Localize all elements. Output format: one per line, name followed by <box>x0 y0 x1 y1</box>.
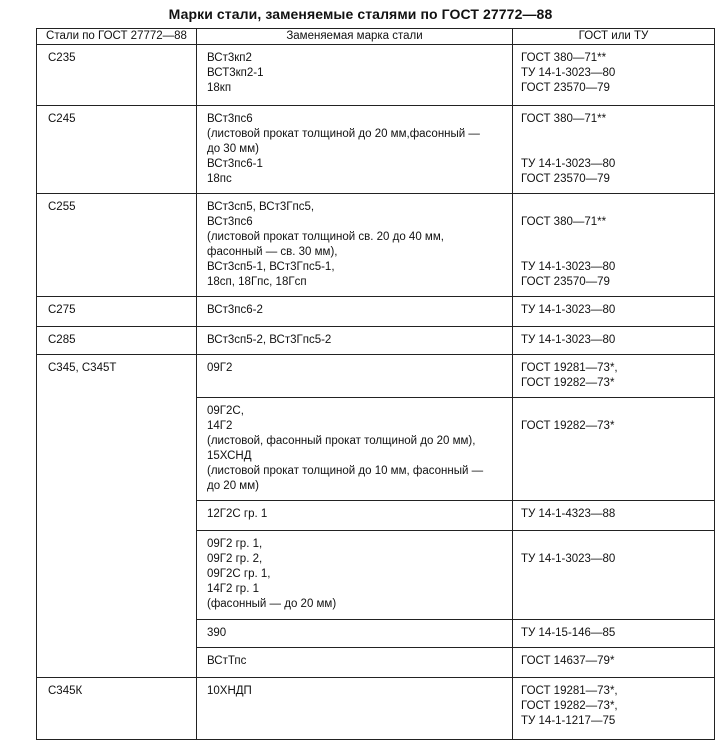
steel-grades-table <box>36 28 715 740</box>
replaced-grade-cell: 390 <box>197 620 513 648</box>
replaced-grade-cell: ВСт3пс6 (листовой прокат толщиной до 20 мм,фасонный — до 30 мм) ВСт3пс6-1 18пс <box>197 106 513 194</box>
table-row <box>37 678 715 740</box>
standard-cell: ТУ 14-1-4323—88 <box>513 501 715 531</box>
steel-grade-cell: С285 <box>37 327 197 355</box>
table-header-row <box>37 29 715 45</box>
replaced-grade-cell: 12Г2С гр. 1 <box>197 501 513 531</box>
table-row <box>37 297 715 327</box>
table-row <box>37 327 715 355</box>
standard-cell: ГОСТ 14637—79* <box>513 648 715 678</box>
standard-cell: ГОСТ 19281—73*, ГОСТ 19282—73*, ТУ 14-1-1217—75 <box>513 678 715 740</box>
standard-cell: ГОСТ 380—71** ТУ 14-1-3023—80 ГОСТ 23570—79 <box>513 106 715 194</box>
replaced-grade-cell: ВСт3сп5, ВСт3Гпс5, ВСт3пс6 (листовой прокат толщиной св. 20 до 40 мм, фасонный — св. 30 мм), ВСт3сп5-1, ВСт3Гпс5-1, 18сп, 18Гпс, 18Гсп <box>197 194 513 297</box>
replaced-grade-cell: ВСт3сп5-2, ВСт3Гпс5-2 <box>197 327 513 355</box>
steel-grade-cell: С275 <box>37 297 197 327</box>
replaced-grade-cell: 09Г2С, 14Г2 (листовой, фасонный прокат толщиной до 20 мм), 15ХСНД (листовой прокат толщиной до 10 мм, фасонный — до 20 мм) <box>197 398 513 501</box>
replaced-grade-cell: ВСт3пс6-2 <box>197 297 513 327</box>
replaced-grade-cell: 09Г2 <box>197 355 513 398</box>
table-row <box>37 45 715 106</box>
header-gost-27772-steels: Стали по ГОСТ 27772—88 <box>37 29 197 45</box>
steel-grade-cell: С345К <box>37 678 197 740</box>
replaced-grade-cell: ВСт3кп2 ВСТ3кп2-1 18кп <box>197 45 513 106</box>
standard-cell: ГОСТ 380—71** ТУ 14-1-3023—80 ГОСТ 23570—79 <box>513 194 715 297</box>
replaced-grade-cell: 10ХНДП <box>197 678 513 740</box>
steel-grade-cell: С345, С345Т <box>37 355 197 678</box>
standard-cell: ТУ 14-1-3023—80 <box>513 327 715 355</box>
replaced-grade-cell: 09Г2 гр. 1, 09Г2 гр. 2, 09Г2С гр. 1, 14Г2 гр. 1 (фасонный — до 20 мм) <box>197 531 513 620</box>
header-replaced-grade: Заменяемая марка стали <box>197 29 513 45</box>
replaced-grade-cell: ВСтТпс <box>197 648 513 678</box>
table-row <box>37 106 715 194</box>
page-title: Марки стали, заменяемые сталями по ГОСТ 27772—88 <box>168 6 553 22</box>
standard-cell: ГОСТ 380—71** ТУ 14-1-3023—80 ГОСТ 23570—79 <box>513 45 715 106</box>
steel-grade-cell: С255 <box>37 194 197 297</box>
standard-cell: ГОСТ 19282—73* <box>513 398 715 501</box>
standard-cell: ТУ 14-15-146—85 <box>513 620 715 648</box>
steel-grade-cell: С245 <box>37 106 197 194</box>
standard-cell: ТУ 14-1-3023—80 <box>513 531 715 620</box>
standard-cell: ТУ 14-1-3023—80 <box>513 297 715 327</box>
header-gost-or-tu: ГОСТ или ТУ <box>513 29 715 45</box>
steel-grade-cell: С235 <box>37 45 197 106</box>
standard-cell: ГОСТ 19281—73*, ГОСТ 19282—73* <box>513 355 715 398</box>
table-row <box>37 194 715 297</box>
table-row <box>37 355 715 398</box>
